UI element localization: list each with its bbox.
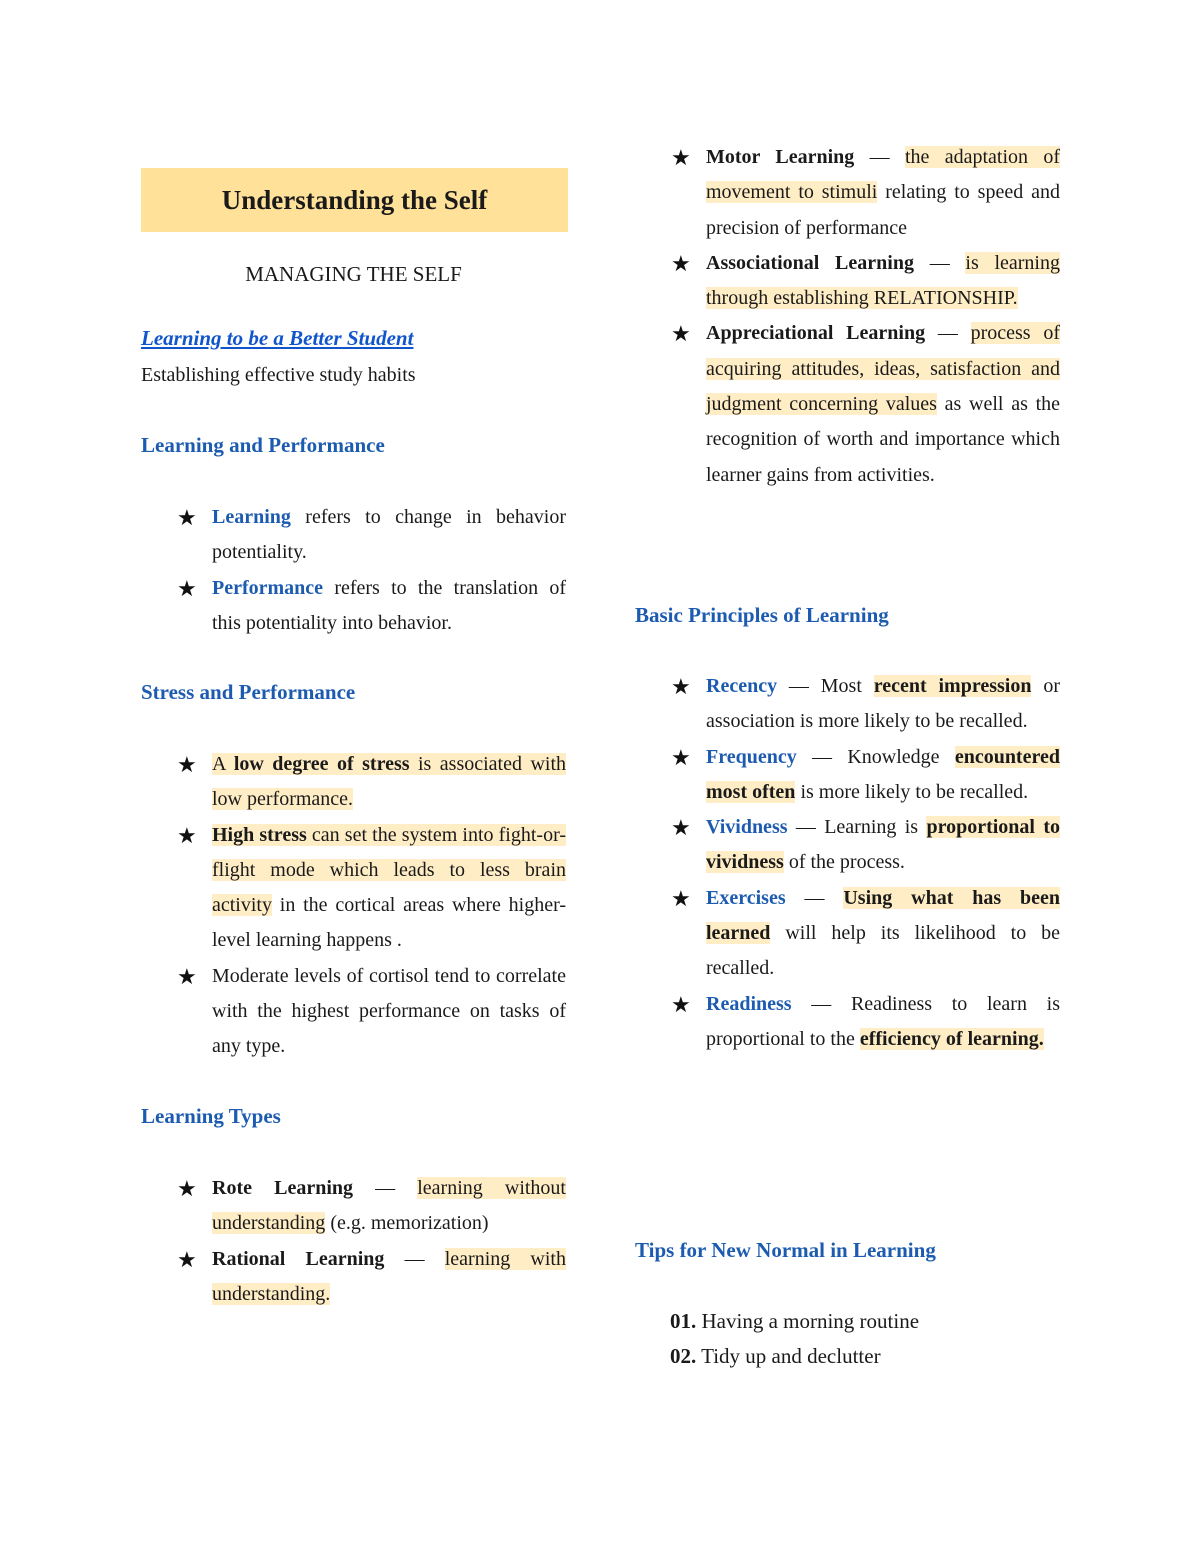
star-icon: ★ xyxy=(671,674,691,699)
star-icon: ★ xyxy=(177,1246,197,1272)
link-subtext: Establishing effective study habits xyxy=(141,364,416,386)
learning-performance-heading: Learning and Performance xyxy=(141,433,385,457)
page-subtitle: MANAGING THE SELF xyxy=(245,262,462,286)
list-item: ★ Learning refers to change in behavior potentiality. xyxy=(141,500,566,571)
star-icon: ★ xyxy=(177,822,197,848)
list-item: ★ Associational Learning — is learning through establishing RELATIONSHIP. xyxy=(635,246,1060,317)
stress-list xyxy=(141,747,566,1065)
learning-types-list-right xyxy=(635,140,1060,493)
star-icon: ★ xyxy=(671,885,691,911)
star-icon: ★ xyxy=(177,575,197,601)
learning-performance-list xyxy=(141,500,566,641)
principles-list xyxy=(635,669,1060,1057)
principles-heading: Basic Principles of Learning xyxy=(635,603,889,627)
list-item: ★ Rote Learning — learning without understanding (e.g. memorization) xyxy=(141,1171,566,1242)
list-item: ★ Frequency — Knowledge encountered most often is more likely to be recalled. xyxy=(635,740,1060,811)
star-icon: ★ xyxy=(671,145,691,170)
list-item: ★ Performance refers to the translation of this potentiality into behavior. xyxy=(141,571,566,642)
star-icon: ★ xyxy=(177,963,197,989)
list-item: ★ A low degree of stress is associated with low performance. xyxy=(141,747,566,818)
list-item: ★ Moderate levels of cortisol tend to correlate with the highest performance on tasks of any type. xyxy=(141,959,566,1065)
learning-types-heading: Learning Types xyxy=(141,1104,281,1128)
star-icon: ★ xyxy=(671,744,691,770)
list-item: ★ High stress can set the system into fight-or-flight mode which leads to less brain activity in the cortical areas where higher-level learning happens . xyxy=(141,818,566,959)
star-icon: ★ xyxy=(671,321,691,347)
learning-types-list-left xyxy=(141,1171,566,1312)
tip-item: 01. Having a morning routine xyxy=(670,1309,920,1333)
stress-heading: Stress and Performance xyxy=(141,680,356,704)
star-icon: ★ xyxy=(671,991,691,1017)
page-title: Understanding the Self xyxy=(221,184,488,215)
title-banner xyxy=(141,168,568,232)
star-icon: ★ xyxy=(177,1176,197,1201)
list-item: ★ Readiness — Readiness to learn is proportional to the efficiency of learning. xyxy=(635,987,1060,1058)
better-student-link[interactable]: Learning to be a Better Student xyxy=(141,326,414,350)
star-icon: ★ xyxy=(177,752,197,777)
list-item: ★ Appreciational Learning — process of acquiring attitudes, ideas, satisfaction and judgment concerning values as well as the recognition of worth and importance which learner gains from activities. xyxy=(635,316,1060,492)
star-icon: ★ xyxy=(671,250,691,276)
list-item: ★ Rational Learning — learning with understanding. xyxy=(141,1242,566,1313)
list-item: ★ Recency — Most recent impression or association is more likely to be recalled. xyxy=(635,669,1060,740)
tip-item: 02. Tidy up and declutter xyxy=(670,1344,881,1368)
list-item: ★ Vividness — Learning is proportional to vividness of the process. xyxy=(635,810,1060,881)
list-item: ★ Motor Learning — the adaptation of movement to stimuli relating to speed and precision of performance xyxy=(635,140,1060,246)
star-icon: ★ xyxy=(671,815,691,841)
list-item: ★ Exercises — Using what has been learned will help its likelihood to be recalled. xyxy=(635,881,1060,987)
tips-heading: Tips for New Normal in Learning xyxy=(635,1238,936,1262)
star-icon: ★ xyxy=(177,505,197,530)
